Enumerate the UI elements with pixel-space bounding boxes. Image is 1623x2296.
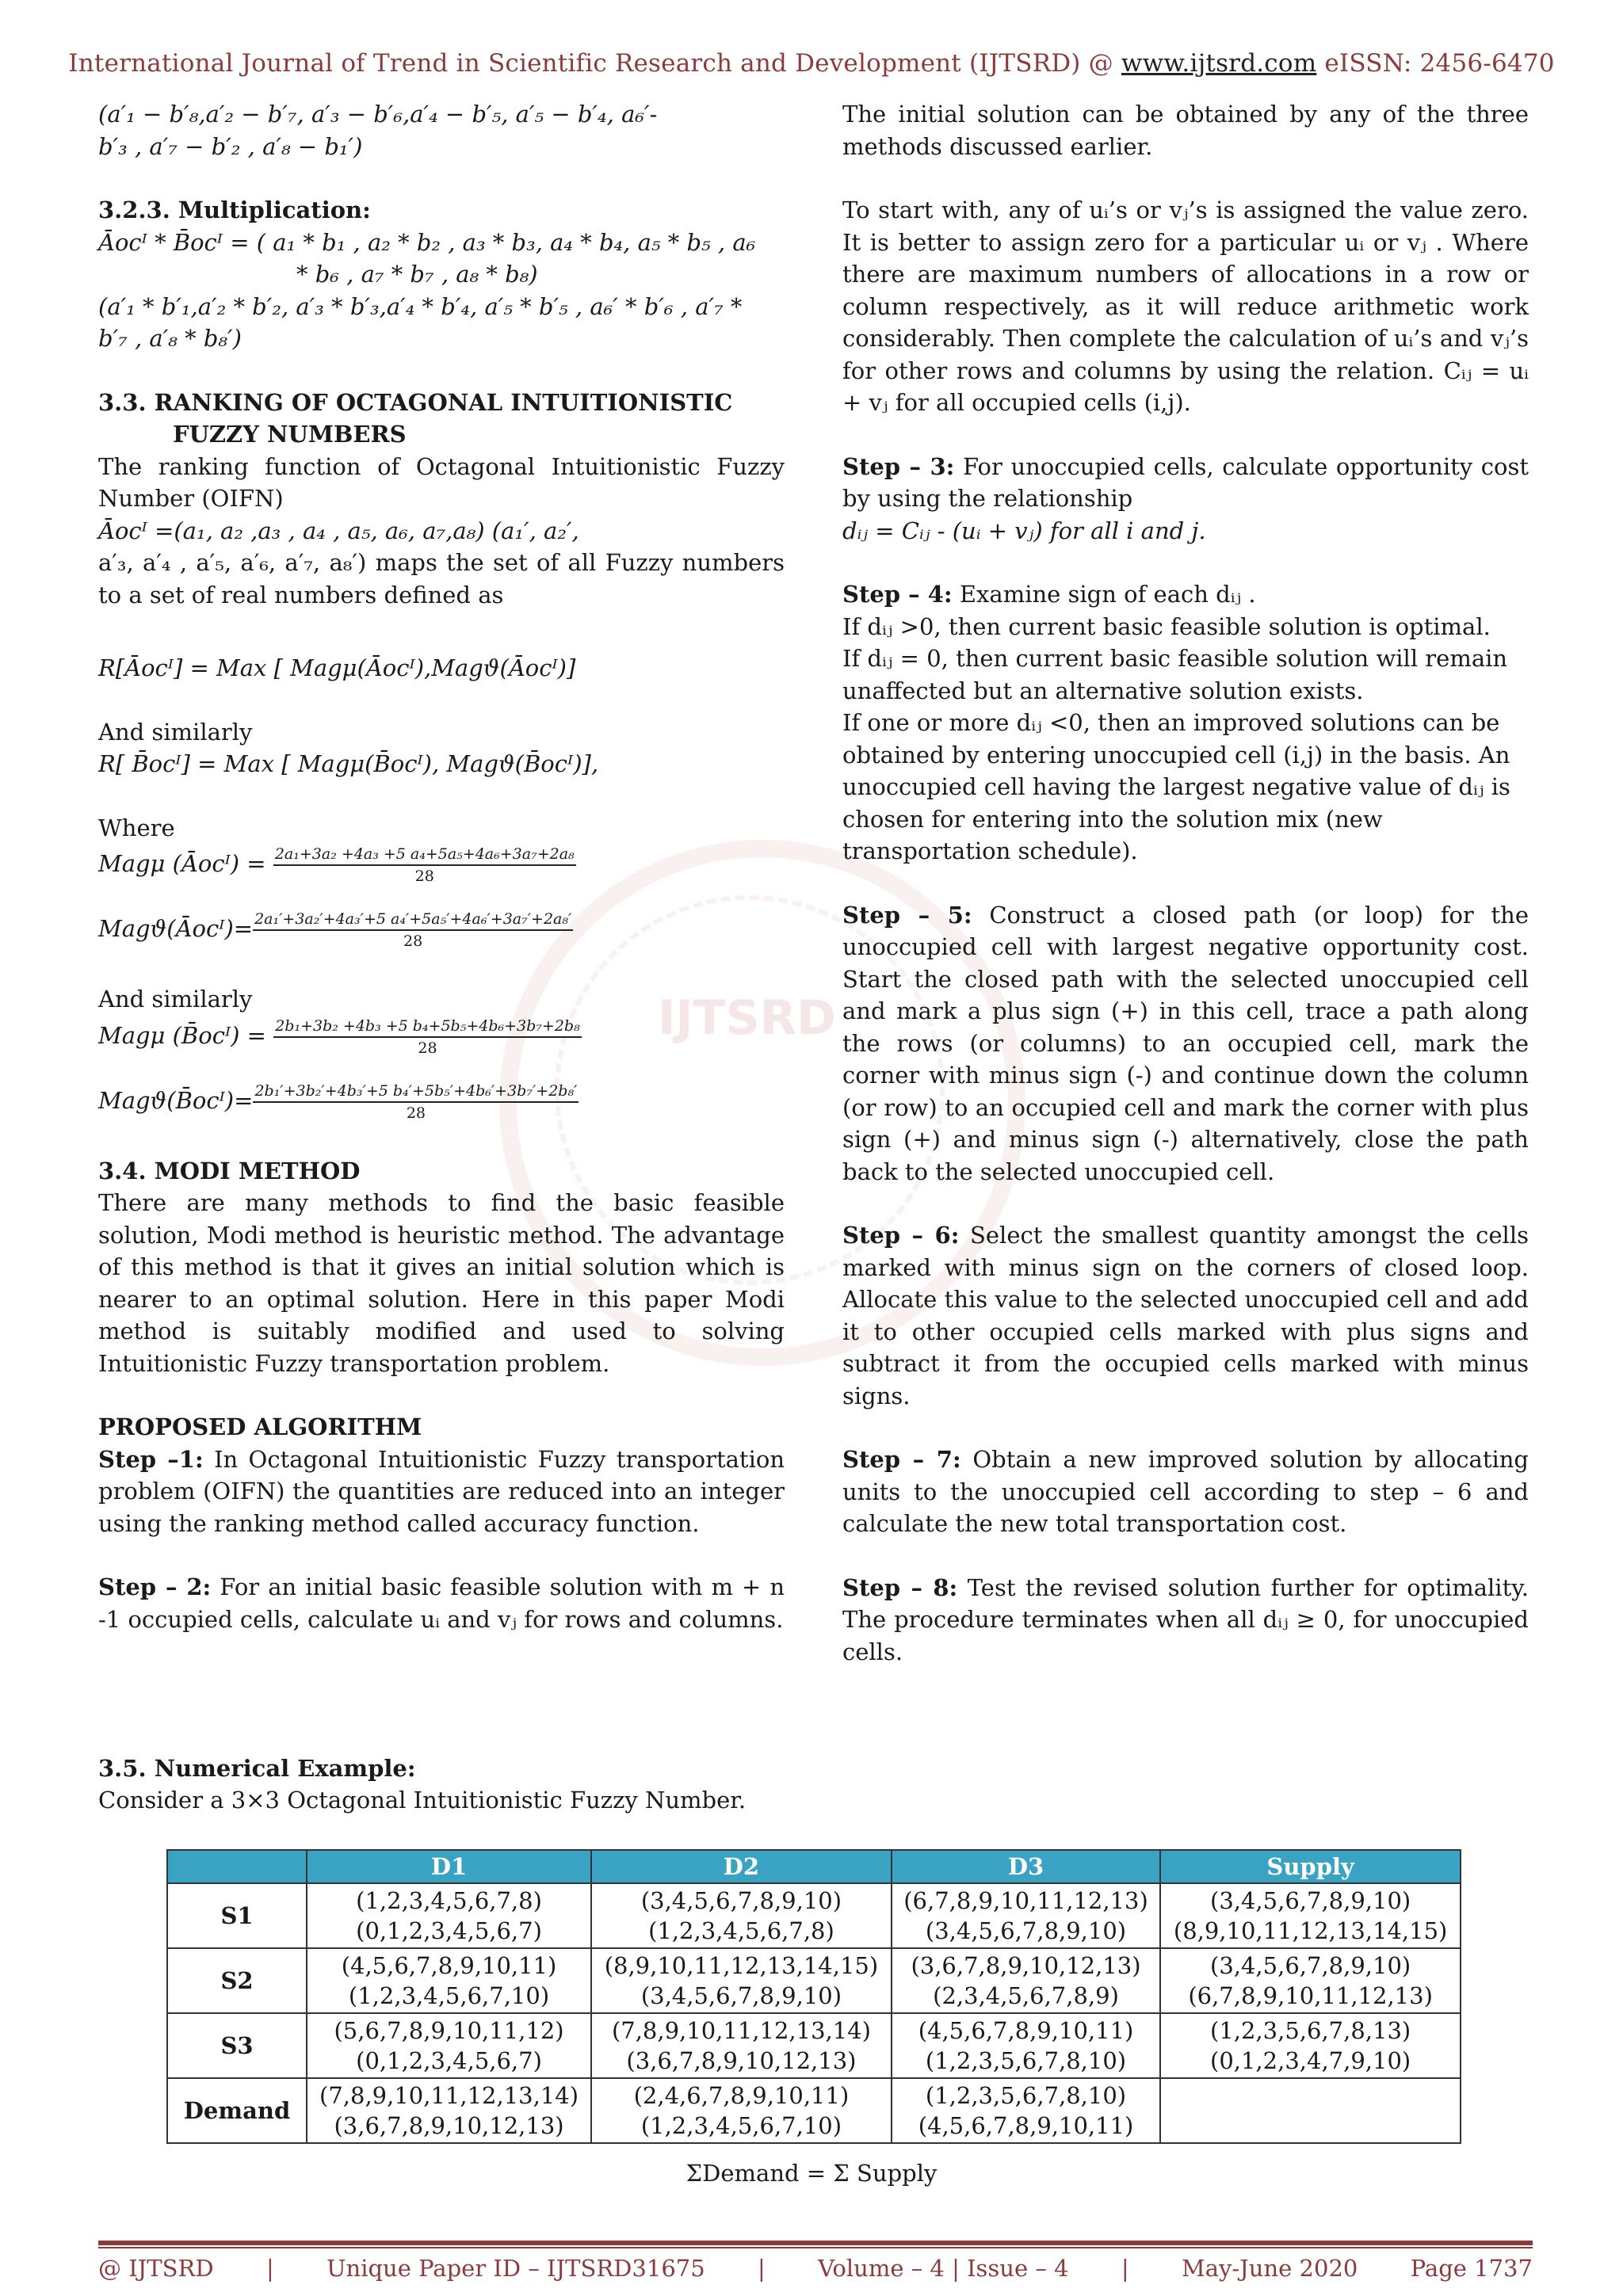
footer-separator: | bbox=[758, 2255, 766, 2282]
table-cell: (3,4,5,6,7,8,9,10) (6,7,8,9,10,11,12,13) bbox=[1160, 1948, 1461, 2013]
row-label: Demand bbox=[167, 2078, 307, 2143]
subtraction-expr-line1: (a′₁ − b′₈,a′₂ − b′₇, a′₃ − b′₆,a′₄ − b′₅, a′₅ − b′₄, a₆′- bbox=[98, 101, 658, 128]
watermark-logo: IJTSRD bbox=[658, 990, 836, 1046]
running-footer bbox=[98, 2255, 1533, 2282]
table-cell: (1,2,3,5,6,7,8,13) (0,1,2,3,4,7,9,10) bbox=[1160, 2013, 1461, 2078]
table-row bbox=[167, 1948, 1461, 2013]
formula-mag-mu-a: Magμ (Āocᴵ) = $\frac{\text{2a₁+3a₂ +4a₃ +5 a₄+5a₅+4a₆+3a₇+2a₈}}{28}$ bbox=[98, 845, 575, 885]
formula-mag-nu-a: Magϑ(Āocᴵ)= $\frac{\text{2a₁′+3a₂′+4a₃′+5 a₄′+5a₅′+4a₆′+3a₇′+2a₈′}}{28}$ bbox=[98, 910, 572, 950]
row-label: S1 bbox=[167, 1883, 307, 1948]
step-4: Step – 4: Examine sign of each dᵢⱼ . bbox=[842, 581, 1256, 608]
algorithm-heading: PROPOSED ALGORITHM bbox=[98, 1413, 422, 1440]
step-4-case-a: If dᵢⱼ >0, then current basic feasible solution is optimal. bbox=[842, 612, 1491, 640]
table-header-d2: D2 bbox=[591, 1850, 892, 1883]
table-cell: (7,8,9,10,11,12,13,14) (3,6,7,8,9,10,12,13) bbox=[591, 2013, 892, 2078]
ranking-maps-text: a′₃, a′₄ , a′₅, a′₆, a′₇, a₈′) maps the set of all Fuzzy numbers to a set of real numbers defined as bbox=[98, 549, 785, 608]
modi-paragraph: There are many methods to find the basic feasible solution, Modi method is heuristic method. The advantage of this method is that it gives an initial solution which is nearer to an optimal solution. Here in this paper Modi method is suitably modified and used to solving Intuitionistic Fuzzy transportation problem. bbox=[98, 1189, 785, 1377]
right-column bbox=[842, 98, 1529, 1668]
table-cell bbox=[1160, 2078, 1461, 2143]
step-7: Step – 7: Obtain a new improved solution by allocating units to the unoccupied cell according to step – 6 and calculate the new total transportation cost. bbox=[842, 1446, 1529, 1537]
and-similarly-1: And similarly bbox=[98, 718, 253, 746]
table-cell: (5,6,7,8,9,10,11,12) (0,1,2,3,4,5,6,7) bbox=[307, 2013, 591, 2078]
step-5: Step – 5: Construct a closed path (or loop) for the unoccupied cell with largest negative opportunity cost. Start the closed path with the selected unoccupied cell and mark a plus sign (+) in this cell, trace a path along the rows (or columns) to an occupied cell, mark the corner with minus sign (-) and continue down the column (or row) to an occupied cell and mark the corner with plus sign (+) and minus sign (-) alternatively, close the path back to the selected unoccupied cell. bbox=[842, 901, 1529, 1185]
ranking-equation-b: R[ B̄ocᴵ] = Max [ Magμ(B̄ocᴵ), Magϑ(B̄ocᴵ)], bbox=[98, 750, 599, 777]
footer-separator: | bbox=[1121, 2255, 1129, 2282]
footer-journal: @ IJTSRD bbox=[98, 2255, 214, 2282]
table-cell: (8,9,10,11,12,13,14,15) (3,4,5,6,7,8,9,10) bbox=[591, 1948, 892, 2013]
subtraction-expr-line2: b′₃ , a′₇ − b′₂ , a′₈ − b₁′) bbox=[98, 132, 363, 160]
row-label: S3 bbox=[167, 2013, 307, 2078]
transportation-table bbox=[166, 1849, 1461, 2144]
footer-rule bbox=[98, 2241, 1533, 2245]
sum-line: ΣDemand = Σ Supply bbox=[685, 2160, 938, 2187]
table-cell: (4,5,6,7,8,9,10,11) (1,2,3,5,6,7,8,10) bbox=[892, 2013, 1160, 2078]
example-heading: 3.5. Numerical Example: bbox=[98, 1755, 416, 1782]
and-similarly-2: And similarly bbox=[98, 986, 253, 1013]
footer-page: Page 1737 bbox=[1410, 2255, 1533, 2282]
step-8: Step – 8: Test the revised solution further for optimality. The procedure terminates when all dᵢⱼ ≥ 0, for unoccupied cells. bbox=[842, 1573, 1529, 1665]
table-cell: (6,7,8,9,10,11,12,13) (3,4,5,6,7,8,9,10) bbox=[892, 1883, 1160, 1948]
modi-heading: 3.4. MODI METHOD bbox=[98, 1157, 361, 1184]
numerical-example bbox=[98, 1753, 1525, 1816]
formula-mag-mu-b: Magμ (B̄ocᴵ) = $\frac{\text{2b₁+3b₂ +4b₃ +5 b₄+5b₅+4b₆+3b₇+2b₈}}{28}$ bbox=[98, 1016, 580, 1057]
step-3: Step – 3: For unoccupied cells, calculate opportunity cost by using the relationship bbox=[842, 452, 1529, 512]
table-row bbox=[167, 1883, 1461, 1948]
journal-link[interactable]: www.ijtsrd.com bbox=[1121, 49, 1317, 78]
footer-separator: | bbox=[265, 2255, 274, 2282]
step-6: Step – 6: Select the smallest quantity amongst the cells marked with minus sign on the corners of closed loop. Allocate this value to the selected unoccupied cell and add it to other occupied cells marked with plus signs and subtract it from the occupied cells marked with minus signs. bbox=[842, 1222, 1529, 1409]
row-label: S2 bbox=[167, 1948, 307, 2013]
left-column bbox=[98, 98, 785, 1635]
table-header-d3: D3 bbox=[892, 1850, 1160, 1883]
table-row bbox=[167, 2078, 1461, 2143]
multiplication-heading: 3.2.3. Multiplication: bbox=[98, 196, 371, 223]
step-4-case-b: If dᵢⱼ = 0, then current basic feasible solution will remain unaffected but an alternative solution exists. bbox=[842, 645, 1508, 704]
multiplication-expr-line2: * b₆ , a₇ * b₇ , a₈ * b₈) bbox=[296, 261, 538, 288]
initial-solution-paragraph: The initial solution can be obtained by any of the three methods discussed earlier. bbox=[842, 101, 1529, 160]
multiplication-expr-line1: Āocᴵ * B̄ocᴵ = ( a₁ * b₁ , a₂ * b₂ , a₃ * b₃, a₄ * b₄, a₅ * b₅ , a₆ bbox=[98, 228, 756, 256]
table-cell: (1,2,3,5,6,7,8,10) (4,5,6,7,8,9,10,11) bbox=[892, 2078, 1160, 2143]
table-cell: (7,8,9,10,11,12,13,14) (3,6,7,8,9,10,12,13) bbox=[307, 2078, 591, 2143]
table-header-d1: D1 bbox=[307, 1850, 591, 1883]
assign-zero-paragraph: To start with, any of uᵢ’s or vⱼ’s is assigned the value zero. It is better to assign zero for a particular uᵢ or vⱼ . Where there are maximum numbers of allocations in a row or column respectively, as it will reduce arithmetic work considerably. Then complete the calculation of uᵢ’s and vⱼ’s for other rows and columns by using the relation. Cᵢⱼ = uᵢ + vⱼ for all occupied cells (i,j). bbox=[842, 196, 1529, 416]
multiplication-expr-line3: (a′₁ * b′₁,a′₂ * b′₂, a′₃ * b′₃,a′₄ * b′₄, a′₅ * b′₅ , a₆′ * b′₆ , a′₇ * bbox=[98, 292, 743, 320]
table-header-corner bbox=[167, 1850, 307, 1883]
table-row bbox=[167, 2013, 1461, 2078]
table-cell: (2,4,6,7,8,9,10,11) (1,2,3,4,5,6,7,10) bbox=[591, 2078, 892, 2143]
footer-date: May-June 2020 bbox=[1182, 2255, 1358, 2282]
ranking-heading: 3.3. RANKING OF OCTAGONAL INTUITIONISTIC bbox=[98, 388, 733, 416]
ranking-oifn-expr: Āocᴵ =(a₁, a₂ ,a₃ , a₄ , a₅, a₆, a₇,a₈) (a₁′, a₂′, bbox=[98, 517, 579, 544]
footer-paper-id: Unique Paper ID – IJTSRD31675 bbox=[327, 2255, 705, 2282]
formula-mag-nu-b: Magϑ(B̄ocᴵ)= $\frac{\text{2b₁′+3b₂′+4b₃′+5 b₄′+5b₅′+4b₆′+3b₇′+2b₈′}}{28}$ bbox=[98, 1081, 578, 1122]
ranking-equation-a: R[Āocᴵ] = Max [ Magμ(Āocᴵ),Magϑ(Āocᴵ)] bbox=[98, 654, 576, 681]
table-header-supply: Supply bbox=[1160, 1850, 1461, 1883]
table-cell: (3,6,7,8,9,10,12,13) (2,3,4,5,6,7,8,9) bbox=[892, 1948, 1160, 2013]
running-header: International Journal of Trend in Scientific Research and Development (IJTSRD) @ www.ijtsrd.com eISSN: 2456-6470 bbox=[68, 49, 1555, 78]
multiplication-expr-line4: b′₇ , a′₈ * b₈′) bbox=[98, 325, 242, 352]
ranking-paragraph: The ranking function of Octagonal Intuitionistic Fuzzy Number (OIFN) bbox=[98, 452, 785, 512]
table-cell: (3,4,5,6,7,8,9,10) (1,2,3,4,5,6,7,8) bbox=[591, 1883, 892, 1948]
example-text: Consider a 3×3 Octagonal Intuitionistic Fuzzy Number. bbox=[98, 1787, 747, 1814]
footer-volume: Volume – 4 | Issue – 4 bbox=[818, 2255, 1069, 2282]
footer-rule-thin bbox=[98, 2247, 1533, 2248]
table-cell: (1,2,3,4,5,6,7,8) (0,1,2,3,4,5,6,7) bbox=[307, 1883, 591, 1948]
where-label: Where bbox=[98, 814, 175, 841]
step-1: Step –1: In Octagonal Intuitionistic Fuzzy transportation problem (OIFN) the quantities are reduced into an integer using the ranking method called accuracy function. bbox=[98, 1445, 785, 1537]
table-cell: (3,4,5,6,7,8,9,10) (8,9,10,11,12,13,14,15) bbox=[1160, 1883, 1461, 1948]
step-4-case-c: If one or more dᵢⱼ <0, then an improved solutions can be obtained by entering unoccupied cell (i,j) in the basis. An unoccupied cell having the largest negative value of dᵢⱼ is chosen for entering into the solution mix (new transportation schedule). bbox=[842, 709, 1510, 864]
table-cell: (4,5,6,7,8,9,10,11) (1,2,3,4,5,6,7,10) bbox=[307, 1948, 591, 2013]
step-2: Step – 2: For an initial basic feasible solution with m + n -1 occupied cells, calculate uᵢ and vⱼ for rows and columns. bbox=[98, 1573, 785, 1633]
table-header-row bbox=[167, 1850, 1461, 1883]
step-3-equation: dᵢⱼ = Cᵢⱼ - (uᵢ + vⱼ) for all i and j. bbox=[842, 517, 1206, 544]
ranking-heading-cont: FUZZY NUMBERS bbox=[173, 421, 407, 448]
